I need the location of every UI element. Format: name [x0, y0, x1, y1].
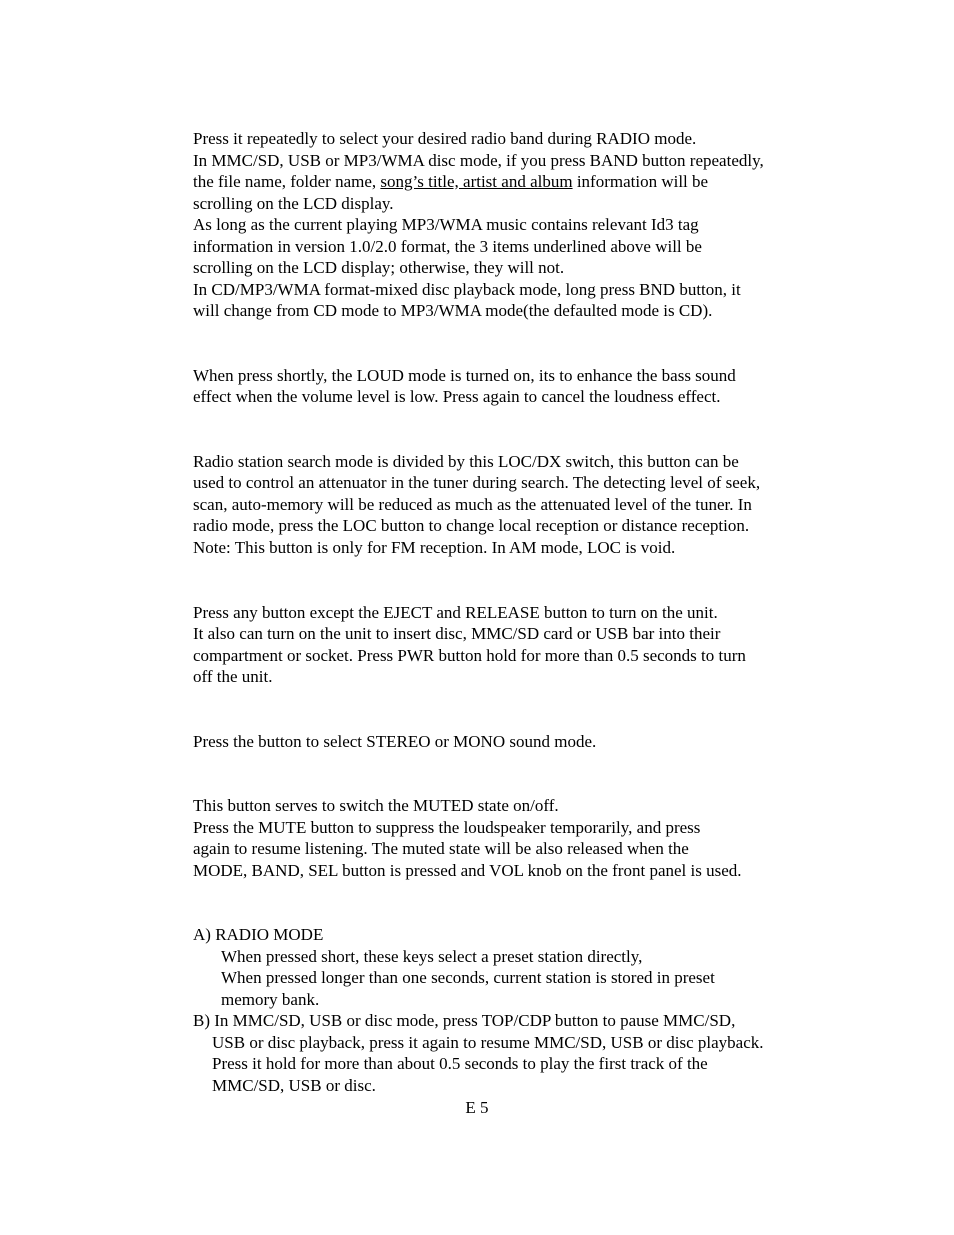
mute-line-2: Press the MUTE button to suppress the loudspeaker temporarily, and press: [193, 818, 701, 837]
preset-a-line-2: When pressed longer than one seconds, current station is stored in preset: [221, 968, 715, 987]
preset-a-line-1: When pressed short, these keys select a preset station directly,: [221, 947, 643, 966]
preset-radio-mode-title: A) RADIO MODE: [193, 925, 324, 944]
power-line-2: It also can turn on the unit to insert disc, MMC/SD card or USB bar into their: [193, 624, 721, 643]
band-line-3-start: the file name, folder name,: [193, 172, 381, 191]
power-line-4: off the unit.: [193, 667, 273, 686]
power-line-1: Press any button except the EJECT and RELEASE button to turn on the unit.: [193, 603, 718, 622]
loc-line-2: used to control an attenuator in the tuner during search. The detecting level of seek,: [193, 473, 761, 492]
power-line-3: compartment or socket. Press PWR button hold for more than 0.5 seconds to turn: [193, 646, 746, 665]
mute-line-4: MODE, BAND, SEL button is pressed and VOL knob on the front panel is used.: [193, 861, 742, 880]
underlined-id3-items: song’s title, artist and album: [380, 172, 573, 191]
mute-line-3: again to resume listening. The muted state will be also released when the: [193, 839, 689, 858]
loc-line-1: Radio station search mode is divided by this LOC/DX switch, this button can be: [193, 452, 739, 471]
loud-line-2: effect when the volume level is low. Press again to cancel the loudness effect.: [193, 387, 721, 406]
loc-line-4: radio mode, press the LOC button to change local reception or distance reception.: [193, 516, 750, 535]
mute-line-1: This button serves to switch the MUTED state on/off.: [193, 796, 559, 815]
band-line-8: In CD/MP3/WMA format-mixed disc playback mode, long press BND button, it: [193, 280, 741, 299]
loc-line-5: Note: This button is only for FM reception. In AM mode, LOC is void.: [193, 538, 676, 557]
band-line-2: In MMC/SD, USB or MP3/WMA disc mode, if you press BAND button repeatedly,: [193, 151, 764, 170]
band-line-7: scrolling on the LCD display; otherwise, they will not.: [193, 258, 565, 277]
preset-b-line-1: B) In MMC/SD, USB or disc mode, press TOP/CDP button to pause MMC/SD,: [193, 1011, 736, 1030]
preset-b-line-3: Press it hold for more than about 0.5 seconds to play the first track of the: [212, 1054, 708, 1073]
band-line-4: scrolling on the LCD display.: [193, 194, 394, 213]
band-line-1: Press it repeatedly to select your desired radio band during RADIO mode.: [193, 129, 697, 148]
loud-line-1: When press shortly, the LOUD mode is turned on, its to enhance the bass sound: [193, 366, 736, 385]
band-line-9: will change from CD mode to MP3/WMA mode(the defaulted mode is CD).: [193, 301, 713, 320]
preset-a-line-3: memory bank.: [221, 990, 320, 1009]
preset-b-line-4: MMC/SD, USB or disc.: [212, 1076, 376, 1095]
stereo-line-1: Press the button to select STEREO or MONO sound mode.: [193, 732, 597, 751]
preset-b-line-2: USB or disc playback, press it again to resume MMC/SD, USB or disc playback.: [212, 1033, 764, 1052]
band-line-6: information in version 1.0/2.0 format, the 3 items underlined above will be: [193, 237, 702, 256]
loc-line-3: scan, auto-memory will be reduced as much as the attenuated level of the tuner. In: [193, 495, 752, 514]
band-line-3: [193, 171, 708, 193]
page-number: E 5: [465, 1098, 489, 1117]
band-line-5: As long as the current playing MP3/WMA music contains relevant Id3 tag: [193, 215, 699, 234]
band-line-3-end: information will be: [572, 172, 709, 191]
